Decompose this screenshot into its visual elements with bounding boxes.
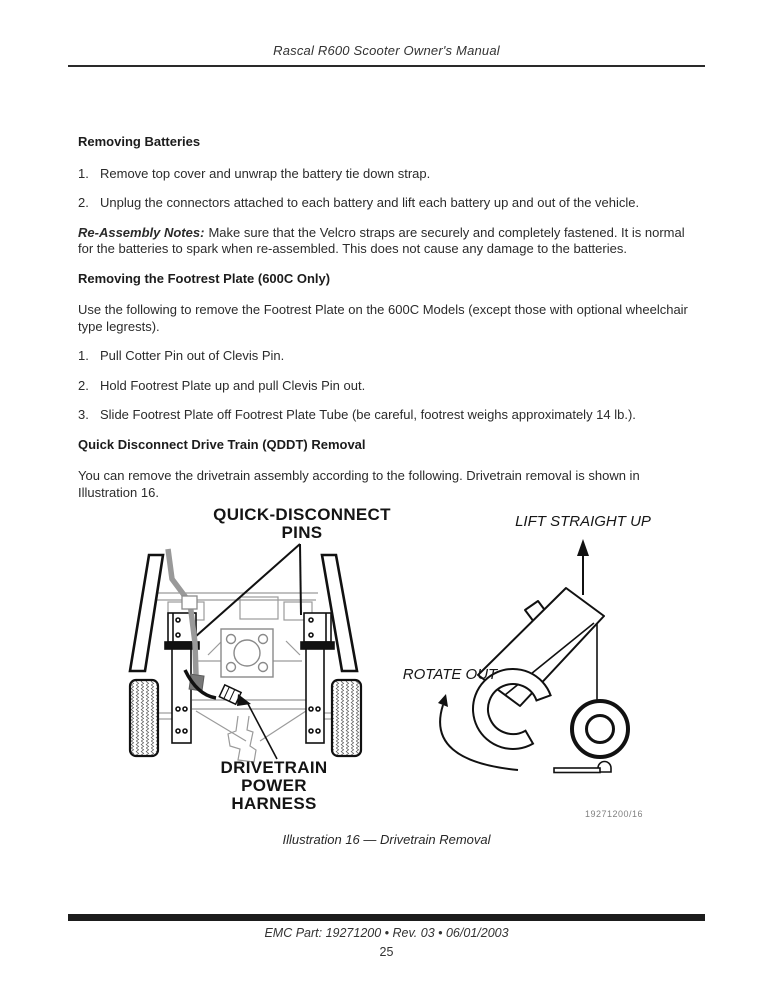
list-item-text: Remove top cover and unwrap the battery tie down strap. <box>100 165 431 181</box>
list-item <box>78 348 696 365</box>
list-item-number: 1. <box>78 348 89 363</box>
footer-part-info: EMC Part: 19271200 • Rev. 03 • 06/01/2003 <box>264 926 509 940</box>
list-item-number: 2. <box>78 377 89 393</box>
drive-wheel <box>572 701 628 757</box>
illustration-caption: Illustration 16 — Drivetrain Removal <box>282 832 491 847</box>
list-item-number: 2. <box>78 195 89 210</box>
drivetrain-removal-drawing <box>438 539 628 773</box>
footer-rule <box>68 914 705 921</box>
list-item-text: Unplug the connectors attached to each battery and lift each battery up and out of the vehicle. <box>100 195 640 210</box>
drivetrain-illustration <box>80 503 700 833</box>
page-header <box>68 0 705 67</box>
list-item-text: Slide Footrest Plate off Footrest Plate Tube (be careful, footrest weighs approximately 14 lb.). <box>100 407 636 422</box>
intro-paragraph: You can remove the drivetrain assembly according to the following. Drivetrain removal is shown in Illustration 16. <box>78 468 640 500</box>
lift-straight-up-label: LIFT STRAIGHT UP <box>515 513 651 530</box>
drivetrain-power-harness-label: DRIVETRAIN POWER HARNESS <box>220 758 328 813</box>
list-item <box>78 195 696 212</box>
list-item-number: 3. <box>78 407 89 422</box>
list-item <box>78 166 696 183</box>
floor-bracket <box>554 762 611 773</box>
page-number: 25 <box>379 945 394 959</box>
section-heading-footrest-plate: Removing the Footrest Plate (600C Only) <box>78 270 331 286</box>
note-text: Make sure that the Velcro straps are securely and completely fastened. It is normal for the batteries to spark when re-assembled. This does not cause any damage to the batteries. <box>78 224 685 256</box>
list-item <box>78 407 696 424</box>
lift-arrow <box>577 539 589 595</box>
list-item-number: 1. <box>78 165 89 181</box>
header-title: Rascal R600 Scooter Owner's Manual <box>273 43 500 58</box>
note-label: Re-Assembly Notes: <box>78 224 205 240</box>
list-item-text: Pull Cotter Pin out of Clevis Pin. <box>100 348 285 363</box>
section-heading-qddt-removal: Quick Disconnect Drive Train (QDDT) Removal <box>78 436 366 452</box>
rear-chassis-drawing <box>130 544 361 762</box>
page-content <box>78 134 696 514</box>
reassembly-note <box>78 225 696 258</box>
rotate-out-label: ROTATE OUT <box>402 666 498 683</box>
section-heading-removing-batteries: Removing Batteries <box>78 134 201 149</box>
intro-paragraph: Use the following to remove the Footrest Plate on the 600C Models (except those with optional wheelchair type legrests). <box>78 302 688 334</box>
quick-disconnect-pins-label: QUICK-DISCONNECT PINS <box>213 505 391 542</box>
list-item-text: Hold Footrest Plate up and pull Clevis Pin out. <box>100 377 366 393</box>
list-item <box>78 378 696 395</box>
figure-part-number: 19271200/16 <box>585 809 644 819</box>
motor-mount-plate <box>221 629 273 677</box>
harness-leader-line <box>247 702 277 759</box>
rear-wheels <box>130 680 361 756</box>
